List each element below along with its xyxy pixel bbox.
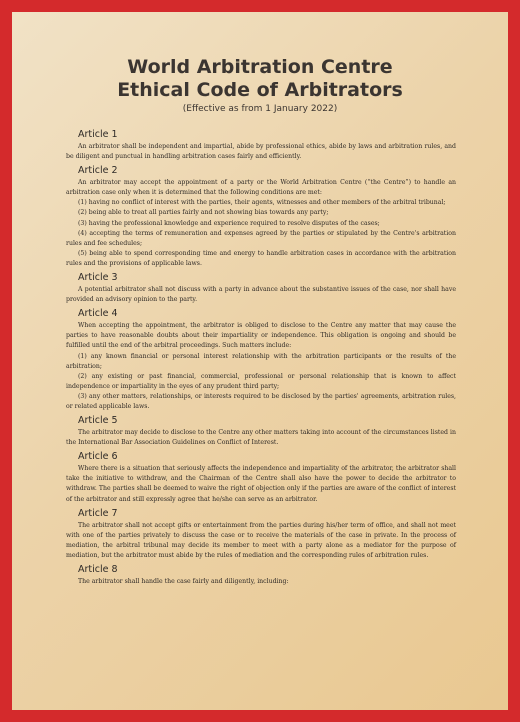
article-heading: Article 7 [78, 507, 118, 519]
article-paragraph: (2) any existing or past financial, commercial, professional or personal relationship that is known to affect independence or impartiality in the eyes of any prudent third party; [66, 372, 456, 390]
article-5 [66, 414, 456, 448]
effective-date: (Effective as from 1 January 2022) [182, 104, 338, 114]
article-3 [66, 271, 456, 305]
article-paragraph: When accepting the appointment, the arbitrator is obliged to disclose to the Centre any matter that may cause the parties to have reasonable doubts about their impartiality or independence. This obligation is ongoing and should be fulfilled until the end of the arbitral proceedings. Such matters include: [66, 322, 456, 350]
document-title [12, 56, 508, 102]
article-1 [66, 128, 456, 162]
article-2 [66, 164, 456, 269]
article-7 [66, 507, 456, 561]
article-paragraph: The arbitrator may decide to disclose to the Centre any other matters taking into account of the circumstances listed in the International Bar Association Guidelines on Conflict of Interest. [66, 429, 456, 447]
article-heading: Article 4 [78, 308, 118, 320]
article-paragraph: (4) accepting the terms of remuneration and expenses agreed by the parties or stipulated by the Centre's arbitration rules and fee schedules; [66, 229, 456, 247]
article-4 [66, 307, 456, 412]
title-line-1: World Arbitration Centre [127, 56, 393, 78]
article-heading: Article 5 [78, 415, 118, 427]
article-paragraph: A potential arbitrator shall not discuss with a party in advance about the substantive issues of the case, nor shall have provided an advisory opinion to the party. [66, 286, 456, 304]
article-heading: Article 8 [78, 564, 118, 575]
article-heading: Article 6 [78, 451, 118, 463]
article-heading: Article 1 [78, 129, 118, 140]
articles-body [66, 128, 456, 589]
document-page [12, 12, 508, 710]
article-paragraph: The arbitrator shall not accept gifts or entertainment from the parties during his/her term of office, and shall not meet with one of the parties privately to discuss the case or to receive the materials of the case in private. In the process of mediation, the arbitral tribunal may decide its member to meet with a party alone as a mediator for the purpose of mediation, but the arbitrator must abide by the rules of mediation and the corresponding rules of arbitration rules. [66, 521, 456, 559]
article-paragraph: (1) any known financial or personal interest relationship with the arbitration participants or the results of the arbitration; [66, 352, 456, 370]
article-paragraph: (3) having the professional knowledge and experience required to resolve disputes of the cases; [78, 219, 380, 227]
article-paragraph: (3) any other matters, relationships, or interests required to be disclosed by the parties' agreements, arbitration rules, or related applicable laws. [66, 392, 456, 410]
article-6 [66, 450, 456, 504]
article-paragraph: (5) being able to spend corresponding time and energy to handle arbitration cases in accordance with the arbitration rules and the provisions of applicable laws. [66, 249, 456, 267]
title-line-2: Ethical Code of Arbitrators [117, 79, 403, 101]
article-paragraph: An arbitrator shall be independent and impartial, abide by professional ethics, abide by laws and arbitration rules, and be diligent and punctual in handling arbitration cases fairly and efficiently. [66, 143, 456, 161]
article-heading: Article 3 [78, 272, 118, 284]
article-paragraph: Where there is a situation that seriously affects the independence and impartiality of the arbitrator, the arbitrator shall take the initiative to withdraw, and the Chairman of the Centre shall also have the power to decide the arbitrator to withdraw. The parties shall be deemed to waive the right of objection only if the parties are aware of the conflict of interest of the arbitrator and still expressly agree that he/she can serve as an arbitrator. [66, 465, 456, 503]
article-paragraph: (2) being able to treat all parties fairly and not showing bias towards any party; [78, 209, 329, 217]
article-8 [66, 563, 456, 587]
article-heading: Article 2 [78, 165, 118, 177]
article-paragraph: The arbitrator shall handle the case fairly and diligently, including: [78, 578, 289, 585]
article-paragraph: An arbitrator may accept the appointment of a party or the World Arbitration Centre (“the Centre”) to handle an arbitration case only when it is determined that the following conditions are met: [66, 179, 456, 197]
article-paragraph: (1) having no conflict of interest with the parties, their agents, witnesses and other members of the arbitral tribunal; [78, 199, 446, 207]
